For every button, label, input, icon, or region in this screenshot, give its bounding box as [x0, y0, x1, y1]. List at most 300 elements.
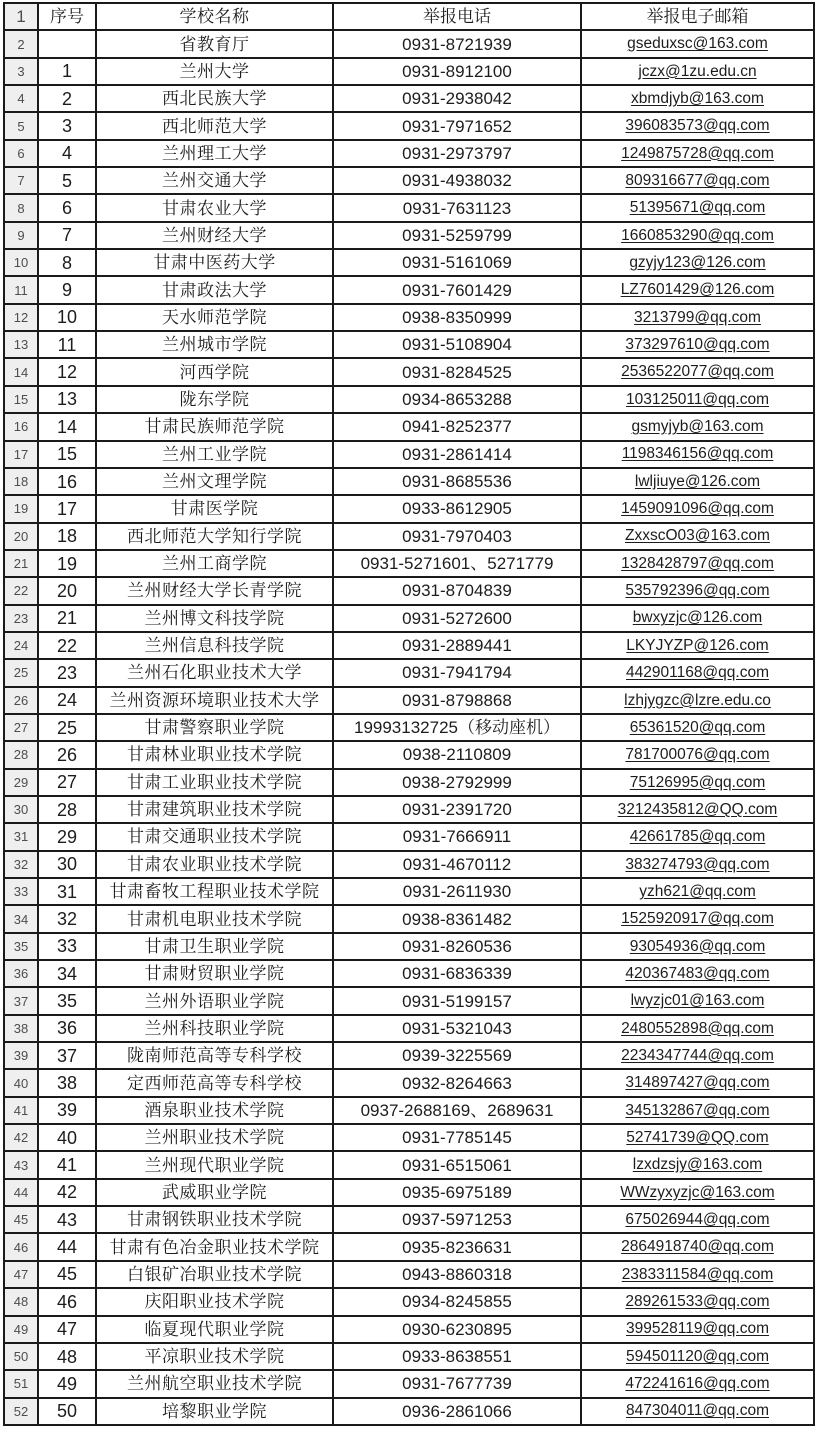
report-phone-cell: 0931-5108904 [334, 332, 582, 357]
report-email-cell [582, 414, 813, 439]
school-name-cell: 甘肃医学院 [97, 496, 334, 521]
seq-cell: 24 [39, 688, 97, 713]
row-number-cell: 7 [5, 168, 39, 193]
report-phone-cell: 0931-7785145 [334, 1125, 582, 1150]
column-header-school-name: 学校名称 [97, 4, 334, 29]
report-email-cell [582, 1043, 813, 1068]
seq-cell: 26 [39, 742, 97, 767]
email-link[interactable]: 373297610@qq.com [625, 336, 770, 354]
table-row [5, 660, 813, 687]
school-name-cell: 兰州科技职业学院 [97, 1016, 334, 1041]
table-row [5, 113, 813, 140]
school-name-cell: 平凉职业技术学院 [97, 1344, 334, 1369]
seq-cell: 29 [39, 824, 97, 849]
email-link[interactable]: 2864918740@qq.com [621, 1238, 774, 1256]
school-name-cell: 兰州博文科技学院 [97, 606, 334, 631]
table-row [5, 442, 813, 469]
report-phone-cell: 0933-8612905 [334, 496, 582, 521]
email-link[interactable]: 675026944@qq.com [625, 1211, 770, 1229]
table-row [5, 770, 813, 797]
table-row [5, 277, 813, 304]
school-name-cell: 河西学院 [97, 359, 334, 384]
report-phone-cell: 0931-2938042 [334, 86, 582, 111]
row-number-cell: 38 [5, 1016, 39, 1041]
email-link[interactable]: gsmyjyb@163.com [631, 418, 764, 436]
report-email-cell [582, 141, 813, 166]
school-name-cell: 甘肃工业职业技术学院 [97, 770, 334, 795]
email-link[interactable]: lwljiuye@126.com [634, 472, 761, 490]
report-phone-cell: 0938-8350999 [334, 305, 582, 330]
email-link[interactable]: 1660853290@qq.com [621, 226, 774, 244]
email-link[interactable]: 847304011@qq.com [626, 1402, 769, 1420]
report-phone-cell: 0937-2688169、2689631 [334, 1098, 582, 1123]
report-email-cell [582, 688, 813, 713]
table-row [5, 31, 813, 58]
report-email-cell [582, 1399, 813, 1424]
school-name-cell: 甘肃卫生职业学院 [97, 934, 334, 959]
row-number-cell: 20 [5, 524, 39, 549]
seq-cell: 19 [39, 551, 97, 576]
email-link[interactable]: yzh621@qq.com [639, 882, 756, 900]
spreadsheet-table [3, 2, 815, 1426]
email-link[interactable]: 52741739@QQ.com [626, 1129, 769, 1147]
report-phone-cell: 0931-8685536 [334, 469, 582, 494]
report-phone-cell: 0935-8236631 [334, 1234, 582, 1259]
table-row [5, 305, 813, 332]
school-name-cell: 兰州职业技术学院 [97, 1125, 334, 1150]
email-link[interactable]: 383274793@qq.com [625, 855, 770, 873]
email-link[interactable]: 1459091096@qq.com [621, 500, 774, 518]
seq-cell: 27 [39, 770, 97, 795]
email-link[interactable]: 75126995@qq.com [629, 773, 766, 791]
report-phone-cell: 0931-8798868 [334, 688, 582, 713]
report-email-cell [582, 31, 813, 56]
table-row [5, 332, 813, 359]
report-phone-cell: 0931-5199157 [334, 988, 582, 1013]
table-row [5, 1070, 813, 1097]
seq-cell: 14 [39, 414, 97, 439]
school-name-cell: 兰州工业学院 [97, 442, 334, 467]
seq-cell: 5 [39, 168, 97, 193]
row-number-cell: 19 [5, 496, 39, 521]
seq-cell: 39 [39, 1098, 97, 1123]
table-row [5, 688, 813, 715]
seq-cell: 16 [39, 469, 97, 494]
school-name-cell: 培黎职业学院 [97, 1399, 334, 1424]
report-phone-cell: 0931-7970403 [334, 524, 582, 549]
school-name-cell: 西北师范大学知行学院 [97, 524, 334, 549]
school-name-cell: 兰州财经大学 [97, 223, 334, 248]
seq-cell: 21 [39, 606, 97, 631]
report-phone-cell: 0939-3225569 [334, 1043, 582, 1068]
seq-cell: 10 [39, 305, 97, 330]
report-phone-cell: 0931-6515061 [334, 1152, 582, 1177]
table-row [5, 1180, 813, 1207]
report-email-cell [582, 660, 813, 685]
email-link[interactable]: 420367483@qq.com [625, 964, 770, 982]
report-email-cell [582, 277, 813, 302]
row-number-cell: 51 [5, 1371, 39, 1396]
email-link[interactable]: ZxxscO03@163.com [625, 527, 770, 545]
report-email-cell [582, 496, 813, 521]
row-number-cell: 4 [5, 86, 39, 111]
table-row [5, 961, 813, 988]
seq-cell: 18 [39, 524, 97, 549]
seq-cell: 13 [39, 387, 97, 412]
seq-cell: 22 [39, 633, 97, 658]
seq-cell: 38 [39, 1070, 97, 1095]
report-email-cell [582, 1371, 813, 1396]
table-row [5, 1207, 813, 1234]
seq-cell: 28 [39, 797, 97, 822]
report-phone-cell: 0931-4938032 [334, 168, 582, 193]
report-email-cell [582, 250, 813, 275]
seq-cell [39, 31, 97, 56]
table-row [5, 1344, 813, 1371]
row-number-cell: 9 [5, 223, 39, 248]
seq-cell: 43 [39, 1207, 97, 1232]
row-number-cell: 45 [5, 1207, 39, 1232]
school-name-cell: 甘肃农业职业技术学院 [97, 852, 334, 877]
report-phone-cell: 0936-2861066 [334, 1399, 582, 1424]
report-phone-cell: 0931-2391720 [334, 797, 582, 822]
table-row [5, 988, 813, 1015]
row-number-cell: 35 [5, 934, 39, 959]
report-phone-cell: 0931-5272600 [334, 606, 582, 631]
row-number-cell: 6 [5, 141, 39, 166]
report-phone-cell: 0931-2611930 [334, 879, 582, 904]
row-number-cell: 17 [5, 442, 39, 467]
table-header-row [5, 4, 813, 31]
seq-cell: 17 [39, 496, 97, 521]
row-number-cell: 47 [5, 1262, 39, 1287]
email-link[interactable]: lzhjygzc@lzre.edu.co [624, 691, 771, 709]
school-name-cell: 甘肃民族师范学院 [97, 414, 334, 439]
row-number-cell: 50 [5, 1344, 39, 1369]
report-email-cell [582, 469, 813, 494]
school-name-cell: 兰州外语职业学院 [97, 988, 334, 1013]
school-name-cell: 兰州工商学院 [97, 551, 334, 576]
seq-cell: 3 [39, 113, 97, 138]
school-name-cell: 甘肃政法大学 [97, 277, 334, 302]
report-email-cell [582, 59, 813, 84]
seq-cell: 37 [39, 1043, 97, 1068]
report-phone-cell: 0931-8260536 [334, 934, 582, 959]
report-phone-cell: 0931-2889441 [334, 633, 582, 658]
email-link[interactable]: 472241616@qq.com [625, 1375, 770, 1393]
seq-cell: 48 [39, 1344, 97, 1369]
email-link[interactable]: 399528119@qq.com [626, 1320, 769, 1338]
report-email-cell [582, 1180, 813, 1205]
email-link[interactable]: 1328428797@qq.com [621, 554, 774, 572]
report-email-cell [582, 1152, 813, 1177]
school-name-cell: 兰州航空职业技术学院 [97, 1371, 334, 1396]
report-email-cell [582, 387, 813, 412]
table-row [5, 824, 813, 851]
seq-cell: 50 [39, 1399, 97, 1424]
school-name-cell: 兰州财经大学长青学院 [97, 578, 334, 603]
email-link[interactable]: lwyzjc01@163.com [630, 992, 765, 1010]
report-phone-cell: 0931-5161069 [334, 250, 582, 275]
row-number-cell: 46 [5, 1234, 39, 1259]
row-number-cell: 49 [5, 1317, 39, 1342]
report-phone-cell: 0931-8704839 [334, 578, 582, 603]
email-link[interactable]: 442901168@qq.com [626, 664, 769, 682]
table-row [5, 250, 813, 277]
email-link[interactable]: 2480552898@qq.com [621, 1019, 774, 1037]
report-phone-cell: 0931-5321043 [334, 1016, 582, 1041]
school-name-cell: 酒泉职业技术学院 [97, 1098, 334, 1123]
report-phone-cell: 0930-6230895 [334, 1317, 582, 1342]
email-link[interactable]: 809316677@qq.com [625, 171, 770, 189]
school-name-cell: 甘肃中医药大学 [97, 250, 334, 275]
table-row [5, 359, 813, 386]
row-number-cell: 18 [5, 469, 39, 494]
school-name-cell: 兰州信息科技学院 [97, 633, 334, 658]
report-email-cell [582, 934, 813, 959]
report-email-cell [582, 524, 813, 549]
row-number-cell: 42 [5, 1125, 39, 1150]
seq-cell: 9 [39, 277, 97, 302]
report-phone-cell: 0933-8638551 [334, 1344, 582, 1369]
report-phone-cell: 0931-8912100 [334, 59, 582, 84]
email-link[interactable]: gseduxsc@163.com [627, 35, 768, 53]
school-name-cell: 陇东学院 [97, 387, 334, 412]
email-link[interactable]: bwxyzjc@126.com [632, 609, 763, 627]
table-row [5, 469, 813, 496]
report-phone-cell: 0934-8245855 [334, 1289, 582, 1314]
school-name-cell: 兰州资源环境职业技术大学 [97, 688, 334, 713]
email-link[interactable]: 3213799@qq.com [634, 308, 761, 326]
report-email-cell [582, 442, 813, 467]
report-email-cell [582, 988, 813, 1013]
report-email-cell [582, 86, 813, 111]
seq-cell: 46 [39, 1289, 97, 1314]
school-name-cell: 兰州石化职业技术大学 [97, 660, 334, 685]
school-name-cell: 甘肃交通职业技术学院 [97, 824, 334, 849]
report-phone-cell: 0931-7677739 [334, 1371, 582, 1396]
school-name-cell: 省教育厅 [97, 31, 334, 56]
table-row [5, 387, 813, 414]
seq-cell: 4 [39, 141, 97, 166]
table-row [5, 934, 813, 961]
report-phone-cell: 0934-8653288 [334, 387, 582, 412]
table-row [5, 578, 813, 605]
seq-cell: 30 [39, 852, 97, 877]
school-name-cell: 甘肃农业大学 [97, 195, 334, 220]
row-number-cell: 24 [5, 633, 39, 658]
school-name-cell: 甘肃畜牧工程职业技术学院 [97, 879, 334, 904]
report-phone-cell: 0931-7601429 [334, 277, 582, 302]
school-name-cell: 甘肃钢铁职业技术学院 [97, 1207, 334, 1232]
email-link[interactable]: 345132867@qq.com [625, 1101, 770, 1119]
report-email-cell [582, 1098, 813, 1123]
table-row [5, 1098, 813, 1125]
row-number-cell: 8 [5, 195, 39, 220]
seq-cell: 20 [39, 578, 97, 603]
row-number-cell: 5 [5, 113, 39, 138]
email-link[interactable]: 93054936@qq.com [629, 937, 766, 955]
report-email-cell [582, 1207, 813, 1232]
report-phone-cell: 19993132725（移动座机） [334, 715, 582, 740]
report-email-cell [582, 879, 813, 904]
table-row [5, 715, 813, 742]
email-link[interactable]: 396083573@qq.com [625, 117, 770, 135]
email-link[interactable]: xbmdjyb@163.com [631, 89, 764, 107]
report-phone-cell: 0931-2973797 [334, 141, 582, 166]
email-link[interactable]: 1249875728@qq.com [621, 144, 774, 162]
email-link[interactable]: lzxdzsjy@163.com [632, 1156, 763, 1174]
report-phone-cell: 0931-6836339 [334, 961, 582, 986]
school-name-cell: 甘肃建筑职业技术学院 [97, 797, 334, 822]
report-phone-cell: 0938-2110809 [334, 742, 582, 767]
email-link[interactable]: 42661785@qq.com [629, 828, 766, 846]
table-row [5, 742, 813, 769]
email-link[interactable]: 289261533@qq.com [625, 1293, 770, 1311]
row-number-cell: 10 [5, 250, 39, 275]
seq-cell: 8 [39, 250, 97, 275]
seq-cell: 33 [39, 934, 97, 959]
email-link[interactable]: WWzyxyzjc@163.com [620, 1183, 775, 1201]
report-email-cell [582, 168, 813, 193]
row-number-cell: 37 [5, 988, 39, 1013]
email-link[interactable]: 2234347744@qq.com [621, 1046, 774, 1064]
report-email-cell [582, 797, 813, 822]
table-row [5, 1016, 813, 1043]
report-email-cell [582, 113, 813, 138]
row-number-cell: 2 [5, 31, 39, 56]
email-link[interactable]: 1525920917@qq.com [621, 910, 774, 928]
row-number-cell: 29 [5, 770, 39, 795]
row-number-cell: 13 [5, 332, 39, 357]
email-link[interactable]: 535792396@qq.com [625, 582, 770, 600]
row-number-cell: 40 [5, 1070, 39, 1095]
report-phone-cell: 0931-7971652 [334, 113, 582, 138]
row-number-cell: 32 [5, 852, 39, 877]
school-name-cell: 天水师范学院 [97, 305, 334, 330]
report-email-cell [582, 578, 813, 603]
report-email-cell [582, 1262, 813, 1287]
email-link[interactable]: 3212435812@QQ.com [617, 800, 778, 818]
row-number-cell: 36 [5, 961, 39, 986]
table-row [5, 59, 813, 86]
row-number-cell: 33 [5, 879, 39, 904]
table-row [5, 496, 813, 523]
seq-cell: 15 [39, 442, 97, 467]
table-row [5, 633, 813, 660]
table-row [5, 414, 813, 441]
email-link[interactable]: 103125011@qq.com [626, 390, 769, 408]
email-link[interactable]: 314897427@qq.com [625, 1074, 770, 1092]
table-row [5, 524, 813, 551]
report-email-cell [582, 852, 813, 877]
report-phone-cell: 0931-8284525 [334, 359, 582, 384]
school-name-cell: 兰州文理学院 [97, 469, 334, 494]
report-email-cell [582, 633, 813, 658]
seq-cell: 41 [39, 1152, 97, 1177]
school-name-cell: 陇南师范高等专科学校 [97, 1043, 334, 1068]
seq-cell: 23 [39, 660, 97, 685]
row-number-cell: 12 [5, 305, 39, 330]
table-row [5, 195, 813, 222]
seq-cell: 6 [39, 195, 97, 220]
seq-cell: 36 [39, 1016, 97, 1041]
row-number-cell: 22 [5, 578, 39, 603]
report-phone-cell: 0931-5259799 [334, 223, 582, 248]
table-row [5, 852, 813, 879]
school-name-cell: 西北民族大学 [97, 86, 334, 111]
email-link[interactable]: 65361520@qq.com [629, 718, 766, 736]
table-row [5, 551, 813, 578]
row-number-cell: 11 [5, 277, 39, 302]
table-row [5, 1262, 813, 1289]
row-number-cell: 30 [5, 797, 39, 822]
report-phone-cell: 0937-5971253 [334, 1207, 582, 1232]
school-name-cell: 兰州理工大学 [97, 141, 334, 166]
email-link[interactable]: 51395671@qq.com [629, 199, 766, 217]
seq-cell: 44 [39, 1234, 97, 1259]
row-number-cell: 14 [5, 359, 39, 384]
email-link[interactable]: gzyjy123@126.com [629, 254, 766, 272]
report-email-cell [582, 1016, 813, 1041]
report-email-cell [582, 359, 813, 384]
row-number-cell: 21 [5, 551, 39, 576]
row-number-cell: 26 [5, 688, 39, 713]
report-email-cell [582, 305, 813, 330]
row-number-cell: 44 [5, 1180, 39, 1205]
seq-cell: 40 [39, 1125, 97, 1150]
email-link[interactable]: 781700076@qq.com [625, 746, 770, 764]
report-phone-cell: 0931-7666911 [334, 824, 582, 849]
table-row [5, 1371, 813, 1398]
email-link[interactable]: LZ7601429@126.com [620, 281, 775, 299]
report-email-cell [582, 1317, 813, 1342]
school-name-cell: 西北师范大学 [97, 113, 334, 138]
table-row [5, 906, 813, 933]
school-name-cell: 甘肃财贸职业学院 [97, 961, 334, 986]
table-row [5, 1152, 813, 1179]
school-name-cell: 兰州交通大学 [97, 168, 334, 193]
report-email-cell [582, 195, 813, 220]
report-email-cell [582, 1234, 813, 1259]
seq-cell: 47 [39, 1317, 97, 1342]
email-link[interactable]: 594501120@qq.com [626, 1347, 769, 1365]
report-phone-cell: 0941-8252377 [334, 414, 582, 439]
row-number-cell: 52 [5, 1399, 39, 1424]
email-link[interactable]: LKYJYZP@126.com [626, 636, 769, 654]
email-link[interactable]: 2536522077@qq.com [621, 363, 774, 381]
school-name-cell: 庆阳职业技术学院 [97, 1289, 334, 1314]
email-link[interactable]: 1198346156@qq.com [621, 445, 774, 463]
table-row [5, 86, 813, 113]
seq-cell: 49 [39, 1371, 97, 1396]
school-name-cell: 定西师范高等专科学校 [97, 1070, 334, 1095]
email-link[interactable]: jczx@1zu.edu.cn [638, 62, 757, 80]
row-number-cell: 28 [5, 742, 39, 767]
school-name-cell: 甘肃林业职业技术学院 [97, 742, 334, 767]
seq-cell: 11 [39, 332, 97, 357]
table-row [5, 1289, 813, 1316]
school-name-cell: 兰州大学 [97, 59, 334, 84]
column-header-seq: 序号 [39, 4, 97, 29]
table-row [5, 1043, 813, 1070]
report-email-cell [582, 961, 813, 986]
seq-cell: 34 [39, 961, 97, 986]
school-name-cell: 临夏现代职业学院 [97, 1317, 334, 1342]
email-link[interactable]: 2383311584@qq.com [621, 1265, 774, 1283]
report-phone-cell: 0931-4670112 [334, 852, 582, 877]
report-phone-cell: 0943-8860318 [334, 1262, 582, 1287]
